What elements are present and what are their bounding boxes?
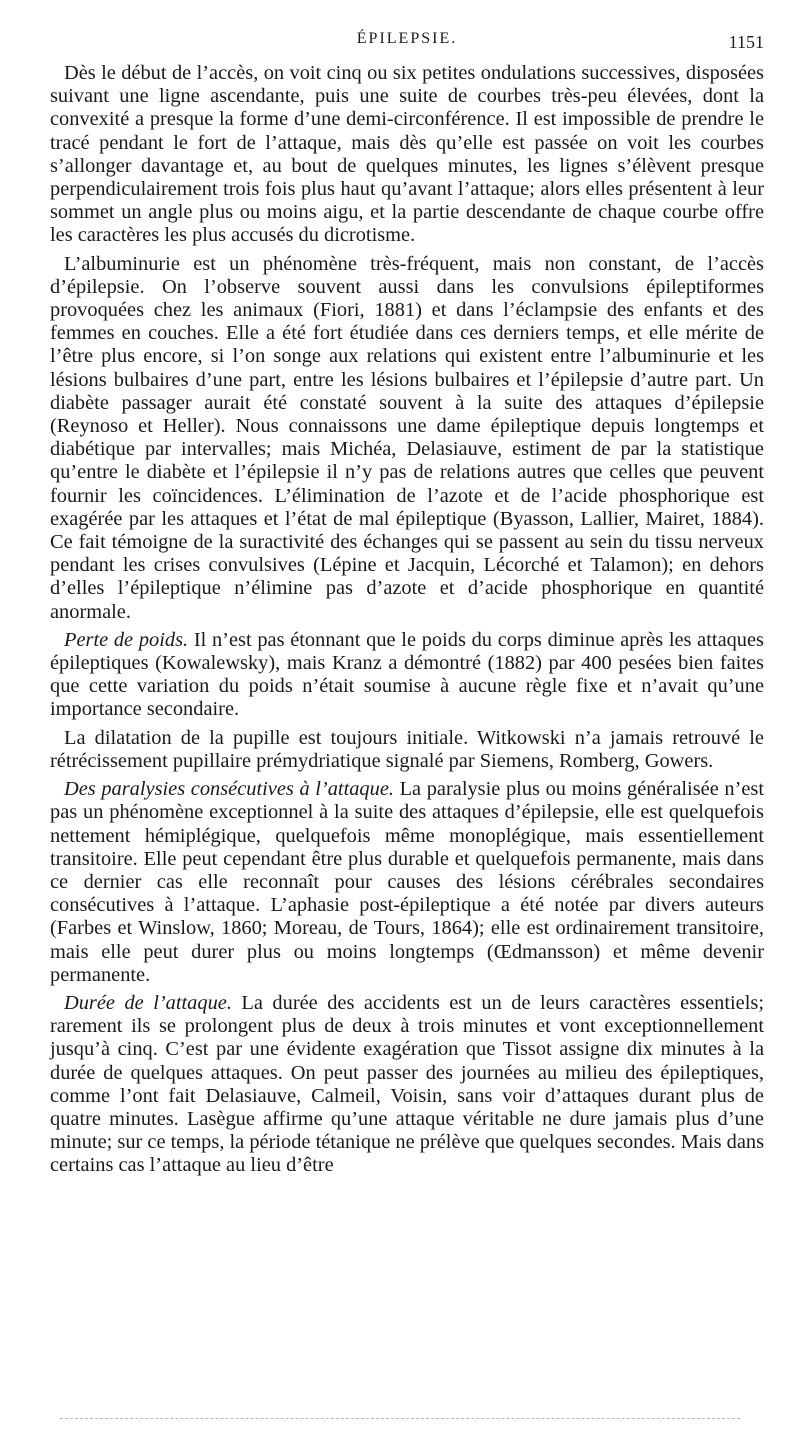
paragraph-text: La paralysie plus ou moins généralisée n’est pas un phénomène exceptionnel à la suite des attaques d’épilepsie, elle est quelquefois nettement hémiplégique, quelquefois même monoplégique, mais essentiellement transitoire. Elle peut cependant être plus durable et quelquefois permanente, mais dans ce dernier cas elle reconnaît pour causes des lésions cérébrales secondaires consécutives à l’attaque. L’aphasie post-épileptique a été notée par divers auteurs (Farbes et Winslow, 1860; Moreau, de Tours, 1864); elle est ordinairement transitoire, mais elle peut durer plus ou moins longtemps (Œdmansson) et même devenir permanente. [50,778,765,986]
paragraph-text: Dès le début de l’accès, on voit cinq ou six petites ondulations successives, disposées suivant une ligne ascendante, puis une suite de courbes très-peu élevées, dont la convexité a presque la forme d’une demi-circonférence. Il est impossible de prendre le tracé pendant le fort de l’attaque, mais dès qu’elle est passée on voit les courbes s’allonger davantage et, au bout de quelques minutes, les lignes s’élèvent presque perpendiculairement trois fois plus haut qu’avant l’attaque; alors elles présentent à leur sommet un angle plus ou moins aigu, et la partie descendante de chaque courbe offre les caractères les plus accusés du dicrotisme. [50,62,764,247]
page-body [50,62,764,1178]
paragraph-duration [50,992,764,1178]
paragraph-paralysis [50,778,764,987]
footer-rule [60,1418,740,1419]
paragraph-text: L’albuminurie est un phénomène très-fréquent, mais non constant, de l’accès d’épilepsie. On l’observe souvent aussi dans les convulsions épileptiformes provoquées chez les animaux (Fiori, 1881) et dans l’éclampsie des enfants et des femmes en couches. Elle a été fort étudiée dans ces derniers temps, et elle mérite de l’être plus encore, si l’on songe aux relations qui existent entre l’albuminurie et les lésions bulbaires d’une part, entre les lésions bulbaires et l’épilepsie d’autre part. Un diabète passager aurait été constaté souvent à la suite des attaques d’épilepsie (Reynoso et Heller). Nous connaissons une dame épileptique depuis longtemps et diabétique par intervalles; mais Michéa, Delasiauve, estiment de par la statistique qu’entre le diabète et l’épilepsie il n’y pas de relations autres que celles que peuvent fournir les coïncidences. L’élimination de l’azote et de l’acide phosphorique est exagérée par les attaques et l’état de mal épileptique (Byasson, Lallier, Mairet, 1884). Ce fait témoigne de la suractivité des échanges qui se passent au sein du tissu nerveux pendant les crises convulsives (Lépine et Jacquin, Lécorché et Talamon); en dehors d’elles l’épileptique n’élimine pas d’azote et d’acide phosphorique en quantité anormale. [50,252,764,623]
paragraph-text: Il n’est pas étonnant que le poids du corps diminue après les attaques épileptiques (Kowalewsky), mais Kranz a démontré (1882) par 400 pesées bien faites que cette variation du poids n’était soumise à aucune règle fixe et n’avait qu’une importance secondaire. [50,628,764,721]
paragraph-ecg-tracing [50,62,764,248]
paragraph-weight-loss [50,629,764,722]
paragraph-lead: Des paralysies consécutives à l’attaque. [64,778,394,801]
page-header [50,26,764,54]
paragraph-albuminuria [50,253,764,624]
paragraph-text: La dilatation de la pupille est toujours initiale. Witkowski n’a jamais retrouvé le rétrécissement pupillaire prémydriatique signalé par Siemens, Romberg, Gowers. [50,726,764,772]
paragraph-text: La durée des accidents est un de leurs caractères essentiels; rarement ils se prolongent plus de deux à trois minutes et vont exceptionnellement jusqu’à cinq. C’est par une évidente exagération que Tissot assigne dix minutes à la durée de quelques attaques. On peut passer des journées au milieu des épileptiques, comme l’ont fait Delasiauve, Calmeil, Voisin, sans voir d’attaques durant plus de quatre minutes. Lasègue affirme qu’une attaque véritable ne dure jamais plus d’une minute; sur ce temps, la période tétanique ne prélève que quelques secondes. Mais dans certains cas l’attaque au lieu d’être [50,991,765,1177]
paragraph-lead: Durée de l’attaque. [64,991,232,1014]
paragraph-lead: Perte de poids. [64,628,189,651]
paragraph-pupil [50,727,764,773]
page-number: 1151 [728,32,764,52]
running-title: ÉPILEPSIE. [356,30,458,47]
